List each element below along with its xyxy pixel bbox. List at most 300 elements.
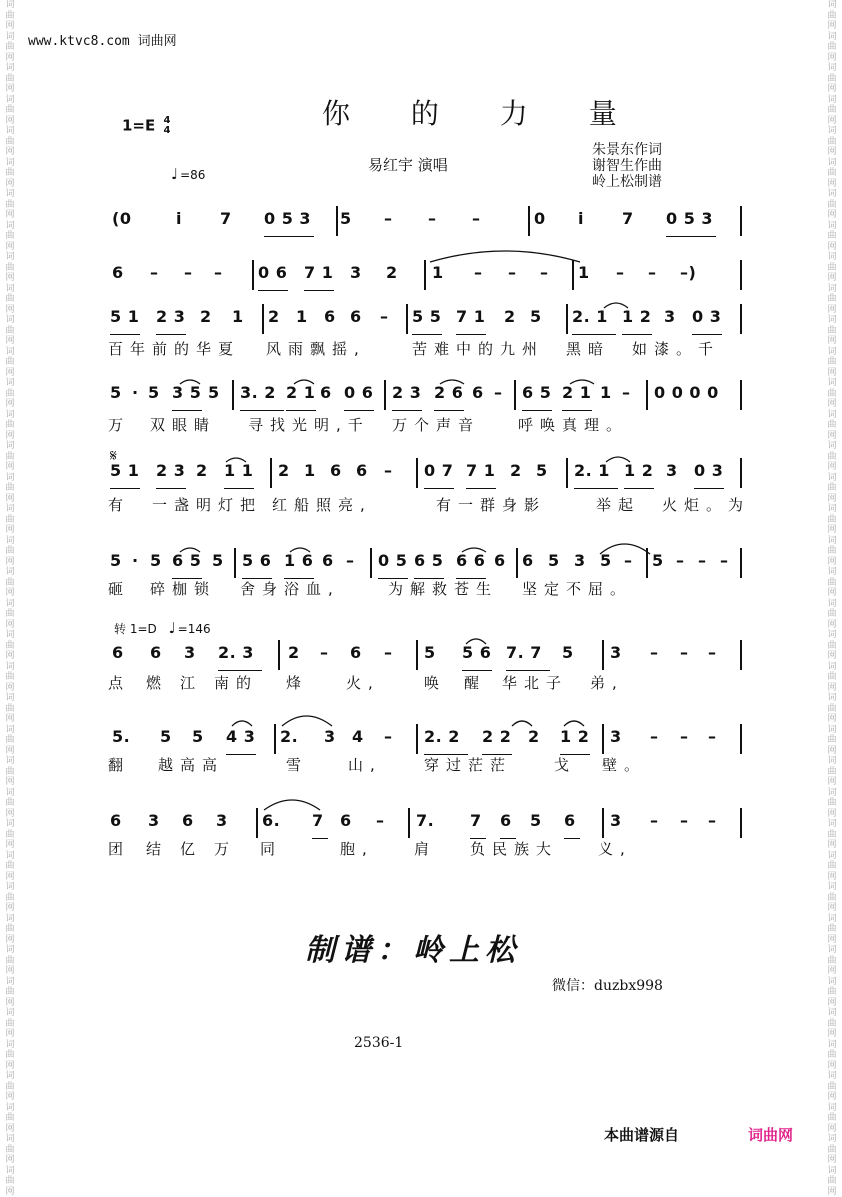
note-cell: – [680, 727, 689, 746]
note-cell: – [474, 263, 483, 282]
lyric-text: 有一群身影 [436, 494, 546, 515]
slur [430, 251, 580, 262]
note-cell: · [132, 383, 139, 402]
watermark-text: 词 曲 网 [3, 284, 17, 316]
watermark-text: 词 曲 网 [825, 788, 839, 820]
note-cell: 7 [470, 811, 482, 830]
modulation-tempo: =146 [178, 622, 211, 636]
watermark-text: 词 曲 网 [3, 221, 17, 253]
note-cell: 6 [340, 811, 352, 830]
watermark-text: 词 曲 网 [825, 126, 839, 158]
note-cell: 5 6 [462, 643, 491, 662]
watermark-text: 词 曲 网 [3, 252, 17, 284]
slur [282, 716, 332, 726]
note-cell: 6 [112, 643, 124, 662]
note-cell: 2 1 [286, 383, 315, 402]
watermark-text: 词 曲 网 [825, 756, 839, 788]
note-cell: 6 [330, 461, 342, 480]
lyric-text: 双眼睛 [150, 414, 216, 435]
note-cell: – [720, 551, 729, 570]
note-cell: 7 [312, 811, 324, 830]
watermark-text: 词 曲 网 [825, 347, 839, 379]
note-cell: 3 [216, 811, 228, 830]
watermark-text: 词 曲 网 [3, 1166, 17, 1197]
watermark-text: 词 曲 网 [3, 32, 17, 64]
note-cell: 7 1 [456, 307, 485, 326]
slur [512, 721, 532, 726]
lyricist-credit: 朱景东作词 [592, 142, 662, 158]
note-cell: 1 [232, 307, 244, 326]
lyric-text: 团 [108, 838, 130, 859]
watermark-text: 词 曲 网 [3, 536, 17, 568]
watermark-text: 词 曲 网 [3, 504, 17, 536]
lyric-text: 火, [346, 672, 380, 693]
slur [290, 548, 310, 552]
arranger-signature: 制谱：岭上松 [305, 925, 521, 969]
note-cell: – [650, 727, 659, 746]
note-cell: 6 [322, 551, 334, 570]
note-cell: i [176, 209, 182, 228]
slur [570, 380, 594, 384]
note-cell: 5 6 [242, 551, 271, 570]
watermark-text: 词 曲 网 [825, 1134, 839, 1166]
lyric-text: 坚定不屈。 [522, 578, 632, 599]
watermark-text: 词 曲 网 [3, 725, 17, 757]
watermark-text: 词 曲 网 [3, 410, 17, 442]
note-cell: 3 [610, 811, 622, 830]
note-cell: – [384, 209, 393, 228]
note-cell: – [508, 263, 517, 282]
composer-credit: 谢智生作曲 [592, 158, 662, 174]
note-cell: 2. 1 [574, 461, 610, 480]
lyric-text: 火炬。为 [662, 494, 750, 515]
note-cell: 5 [148, 383, 160, 402]
note-cell: 3 5 [172, 383, 201, 402]
lyric-text: 黑暗 [566, 338, 610, 359]
note-cell: 5 [548, 551, 560, 570]
note-cell: 4 3 [226, 727, 255, 746]
note-cell: 2. 1 [572, 307, 608, 326]
note-cell: 2. [280, 727, 298, 746]
watermark-text: 词 曲 网 [825, 252, 839, 284]
note-cell: 5 [530, 307, 542, 326]
lyric-text: 胞, [340, 838, 374, 859]
note-cell: 5 [110, 383, 122, 402]
lyric-text: 翻 [108, 754, 130, 775]
lyric-text: 唤 [424, 672, 446, 693]
watermark-text: 词 曲 网 [3, 441, 17, 473]
song-title: 你 的 力 量 [322, 92, 643, 132]
note-cell: 7 1 [304, 263, 333, 282]
watermark-text: 词 曲 网 [3, 662, 17, 694]
lyric-text: 点 [108, 672, 130, 693]
lyric-text: 为解救苍生 [388, 578, 498, 599]
watermark-text: 词 曲 网 [825, 977, 839, 1009]
lyric-text: 燃 [146, 672, 168, 693]
note-cell: 1 [600, 383, 612, 402]
note-cell: – [698, 551, 707, 570]
note-cell: (0 [112, 209, 131, 228]
lyric-text: 华北子 [502, 672, 568, 693]
note-cell: 0 3 [692, 307, 721, 326]
note-cell: 7 [622, 209, 634, 228]
note-cell: 1 2 [560, 727, 589, 746]
watermark-text: 词 曲 网 [825, 1040, 839, 1072]
lyric-text: 穿过茫茫 [424, 754, 512, 775]
slur [180, 380, 200, 384]
watermark-text: 词 曲 网 [825, 945, 839, 977]
watermark-text: 词 曲 网 [825, 693, 839, 725]
note-cell: 2 [528, 727, 540, 746]
note-cell: 7 [220, 209, 232, 228]
note-cell: 1 [304, 461, 316, 480]
note-cell: 6 6 [456, 551, 485, 570]
note-cell: 5 [600, 551, 612, 570]
lyric-text: 苦难中的九州 [412, 338, 544, 359]
lyric-text: 光明,千 [292, 414, 370, 435]
note-cell: 2 [200, 307, 212, 326]
watermark-text: 词 曲 网 [3, 315, 17, 347]
note-cell: 5 [424, 643, 436, 662]
note-cell: 2. 2 [424, 727, 460, 746]
lyric-text: 红船照亮, [272, 494, 372, 515]
note-cell: 3 [664, 307, 676, 326]
lyric-text: 负民族大 [470, 838, 558, 859]
note-cell: – [650, 643, 659, 662]
note-cell: 2 3 [392, 383, 421, 402]
arranger-credit: 岭上松制谱 [592, 174, 662, 190]
watermark-text: 词 曲 网 [825, 1008, 839, 1040]
note-cell: 5 [212, 551, 224, 570]
watermark-text: 词 曲 网 [3, 851, 17, 883]
lyric-text: 结 [146, 838, 168, 859]
note-cell: 6 [320, 383, 332, 402]
note-cell: 5 [652, 551, 664, 570]
note-cell: 2 [288, 643, 300, 662]
note-cell: 0 5 3 [264, 209, 311, 228]
watermark-text: 词 曲 网 [3, 63, 17, 95]
watermark-text: 词 曲 网 [3, 158, 17, 190]
note-cell: 6 [472, 383, 484, 402]
brand-link[interactable]: 词曲网 [748, 1124, 793, 1145]
segno-icon: 𝄋 [110, 446, 117, 466]
note-cell: – [624, 551, 633, 570]
note-cell: 2 3 [156, 461, 185, 480]
watermark-text: 词 曲 网 [825, 315, 839, 347]
note-cell: 3 [350, 263, 362, 282]
watermark-text: 词 曲 网 [825, 882, 839, 914]
note-cell: 5 [208, 383, 220, 402]
watermark-text: 词 曲 网 [825, 1071, 839, 1103]
note-cell: 6 [564, 811, 576, 830]
note-cell: 0 7 [424, 461, 453, 480]
watermark-text: 词 曲 网 [825, 567, 839, 599]
note-cell: i [578, 209, 584, 228]
watermark-text: 词 曲 网 [3, 95, 17, 127]
note-cell: – [616, 263, 625, 282]
watermark-text: 词 曲 网 [3, 1071, 17, 1103]
watermark-text: 词 曲 网 [3, 0, 17, 32]
watermark-text: 词 曲 网 [3, 788, 17, 820]
note-cell: 1 2 [624, 461, 653, 480]
watermark-text: 词 曲 网 [3, 630, 17, 662]
note-cell: 5 [340, 209, 352, 228]
note-cell: 5 [530, 811, 542, 830]
note-cell: – [540, 263, 549, 282]
watermark-text: 词 曲 网 [825, 914, 839, 946]
lyric-text: 万个声音 [392, 414, 480, 435]
lyric-text: 有 [108, 494, 130, 515]
note-cell: – [384, 643, 393, 662]
note-cell: 2 [196, 461, 208, 480]
note-cell: – [708, 727, 717, 746]
note-cell: 6 [110, 811, 122, 830]
note-cell: 5 [192, 727, 204, 746]
watermark-text: 词 曲 网 [825, 1103, 839, 1135]
watermark-text: 词 曲 网 [825, 378, 839, 410]
watermark-text: 词 曲 网 [3, 473, 17, 505]
note-cell: – [150, 263, 159, 282]
lyric-text: 舍身浴血, [240, 578, 340, 599]
watermark-text: 词 曲 网 [825, 536, 839, 568]
lyric-text: 风雨飘摇, [266, 338, 366, 359]
modulation-key: 转 1=D [114, 622, 157, 636]
note-cell: 0 0 0 0 [654, 383, 719, 402]
lyric-text: 举起 [596, 494, 640, 515]
note-cell: 5 [110, 551, 122, 570]
watermark-text: 词 曲 网 [3, 347, 17, 379]
note-cell: – [622, 383, 631, 402]
watermark-text: 词 曲 网 [825, 851, 839, 883]
note-cell: 2 6 [434, 383, 463, 402]
note-cell: 6 [350, 307, 362, 326]
note-cell: 6 [494, 551, 506, 570]
wechat-contact: 微信：duzbx998 [552, 975, 663, 995]
note-cell: 2 1 [562, 383, 591, 402]
note-cell: – [184, 263, 193, 282]
note-cell: 0 5 3 [666, 209, 713, 228]
note-cell: 6 [522, 551, 534, 570]
watermark-text: 词 曲 网 [3, 378, 17, 410]
note-cell: 6 [356, 461, 368, 480]
lyric-text: 壁。 [602, 754, 646, 775]
note-cell: 7. 7 [506, 643, 542, 662]
slur [180, 548, 200, 552]
note-cell: 6 [150, 643, 162, 662]
note-cell: 4 [352, 727, 364, 746]
lyric-text: 越高高 [158, 754, 224, 775]
watermark-text: 词 曲 网 [825, 221, 839, 253]
quarter-note-icon: ♩ [169, 619, 176, 637]
note-cell: – [472, 209, 481, 228]
lyric-text: 南的 [214, 672, 258, 693]
note-cell: – [708, 643, 717, 662]
singer-credit: 易红宇 演唱 [368, 154, 448, 175]
watermark-text: 词 曲 网 [3, 567, 17, 599]
note-cell: 3 [324, 727, 336, 746]
lyric-text: 碎枷锁 [150, 578, 216, 599]
note-cell: 3 [610, 643, 622, 662]
note-cell: 5 [536, 461, 548, 480]
lyric-text: 万 [214, 838, 236, 859]
note-cell: 1 [296, 307, 308, 326]
note-cell: 0 3 [694, 461, 723, 480]
watermark-text: 词 曲 网 [825, 189, 839, 221]
key-label: 1=E [122, 117, 155, 135]
lyric-text: 义, [598, 838, 632, 859]
note-cell: 2 [510, 461, 522, 480]
tempo-value: =86 [180, 168, 205, 182]
watermark-text: 词 曲 网 [825, 63, 839, 95]
note-cell: 6 [182, 811, 194, 830]
note-cell: 6 5 [522, 383, 551, 402]
note-cell: 1 2 [622, 307, 651, 326]
lyric-text: 如漆。千 [632, 338, 720, 359]
note-cell: 6 5 [414, 551, 443, 570]
watermark-text: 词 曲 网 [825, 473, 839, 505]
watermark-text: 词 曲 网 [3, 819, 17, 851]
note-cell: 7 1 [466, 461, 495, 480]
note-cell: – [384, 727, 393, 746]
slur [564, 721, 584, 726]
watermark-text: 词 曲 网 [825, 504, 839, 536]
watermark-text: 词 曲 网 [3, 599, 17, 631]
slur [466, 639, 486, 644]
slur [600, 544, 650, 554]
note-cell: – [680, 643, 689, 662]
lyric-text: 山, [348, 754, 382, 775]
note-cell: 6 [350, 643, 362, 662]
note-cell: 3 [184, 643, 196, 662]
note-cell: 1 [432, 263, 444, 282]
watermark-text: 词 曲 网 [3, 1040, 17, 1072]
lyric-text: 一盏明灯把 [152, 494, 262, 515]
note-cell: 6 [324, 307, 336, 326]
lyric-text: 戈 [554, 754, 576, 775]
lyric-text: 雪 [286, 754, 308, 775]
note-cell: – [428, 209, 437, 228]
note-cell: 5 1 [110, 307, 139, 326]
note-cell: – [380, 307, 389, 326]
note-cell: 6 [500, 811, 512, 830]
note-cell: 2 [386, 263, 398, 282]
note-cell: 3 [148, 811, 160, 830]
lyric-text: 弟, [590, 672, 624, 693]
note-cell: 5 [160, 727, 172, 746]
page-number: 2536-1 [354, 1035, 403, 1051]
slur [294, 380, 314, 384]
time-bottom: 4 [164, 126, 171, 136]
source-label: 本曲谱源自 [604, 1124, 679, 1145]
note-cell: 2 [278, 461, 290, 480]
note-cell: 1 [578, 263, 590, 282]
lyric-text: 砸 [108, 578, 130, 599]
note-cell: 2 2 [482, 727, 511, 746]
note-cell: 5 [150, 551, 162, 570]
time-top: 4 [164, 116, 171, 126]
note-cell: – [680, 811, 689, 830]
watermark-text: 词 曲 网 [3, 189, 17, 221]
note-cell: 2. 3 [218, 643, 254, 662]
site-header[interactable]: www.ktvc8.com 词曲网 [28, 30, 177, 49]
watermark-text: 词 曲 网 [825, 662, 839, 694]
lyric-text: 同 [260, 838, 282, 859]
watermark-text: 词 曲 网 [3, 126, 17, 158]
watermark-text: 词 曲 网 [3, 1008, 17, 1040]
note-cell: 5 [562, 643, 574, 662]
note-cell: 2 3 [156, 307, 185, 326]
lyric-text: 烽 [286, 672, 308, 693]
note-cell: 5 5 [412, 307, 441, 326]
watermark-text: 词 曲 网 [3, 1103, 17, 1135]
lyric-text: 江 [180, 672, 202, 693]
watermark-text: 词 曲 网 [825, 599, 839, 631]
watermark-text: 词 曲 网 [825, 32, 839, 64]
lyric-text: 百年前的华夏 [108, 338, 240, 359]
note-cell: 3. 2 [240, 383, 276, 402]
slur [226, 458, 246, 462]
note-cell: – [676, 551, 685, 570]
slur [264, 800, 320, 810]
watermark-text: 词 曲 网 [825, 441, 839, 473]
watermark-text: 词 曲 网 [825, 95, 839, 127]
slur [462, 548, 486, 552]
note-cell: 6. [262, 811, 280, 830]
watermark-text: 词 曲 网 [825, 0, 839, 32]
note-cell: – [376, 811, 385, 830]
lyric-text: 呼唤真理。 [518, 414, 628, 435]
quarter-note-icon: ♩ [171, 165, 178, 183]
lyric-text: 肩 [414, 838, 436, 859]
slur [440, 380, 464, 384]
watermark-text: 词 曲 网 [825, 158, 839, 190]
note-cell: 5. [112, 727, 130, 746]
watermark-text: 词 曲 网 [825, 819, 839, 851]
watermark-text: 词 曲 网 [3, 693, 17, 725]
note-cell: 0 [534, 209, 546, 228]
note-cell: 0 6 [344, 383, 373, 402]
watermark-text: 词 曲 网 [825, 1166, 839, 1197]
watermark-text: 词 曲 网 [3, 945, 17, 977]
slur [604, 303, 628, 308]
note-cell: – [494, 383, 503, 402]
watermark-text: 词 曲 网 [825, 630, 839, 662]
note-cell: – [214, 263, 223, 282]
note-cell: 2 [504, 307, 516, 326]
note-cell: – [384, 461, 393, 480]
lyric-text: 寻找 [248, 414, 292, 435]
note-cell: –) [680, 263, 696, 282]
note-cell: · [132, 551, 139, 570]
note-cell: 0 6 [258, 263, 287, 282]
slur [232, 721, 252, 726]
note-cell: 6 5 [172, 551, 201, 570]
watermark-text: 词 曲 网 [3, 1134, 17, 1166]
lyric-text: 万 [108, 414, 130, 435]
watermark-text: 词 曲 网 [3, 914, 17, 946]
note-cell: – [648, 263, 657, 282]
note-cell: 0 5 [378, 551, 407, 570]
note-cell: 3 [610, 727, 622, 746]
note-cell: – [320, 643, 329, 662]
lyric-text: 亿 [180, 838, 202, 859]
note-cell: 7. [416, 811, 434, 830]
note-cell: 2 [268, 307, 280, 326]
watermark-text: 词 曲 网 [3, 977, 17, 1009]
note-cell: – [650, 811, 659, 830]
note-cell: – [346, 551, 355, 570]
watermark-text: 词 曲 网 [3, 756, 17, 788]
